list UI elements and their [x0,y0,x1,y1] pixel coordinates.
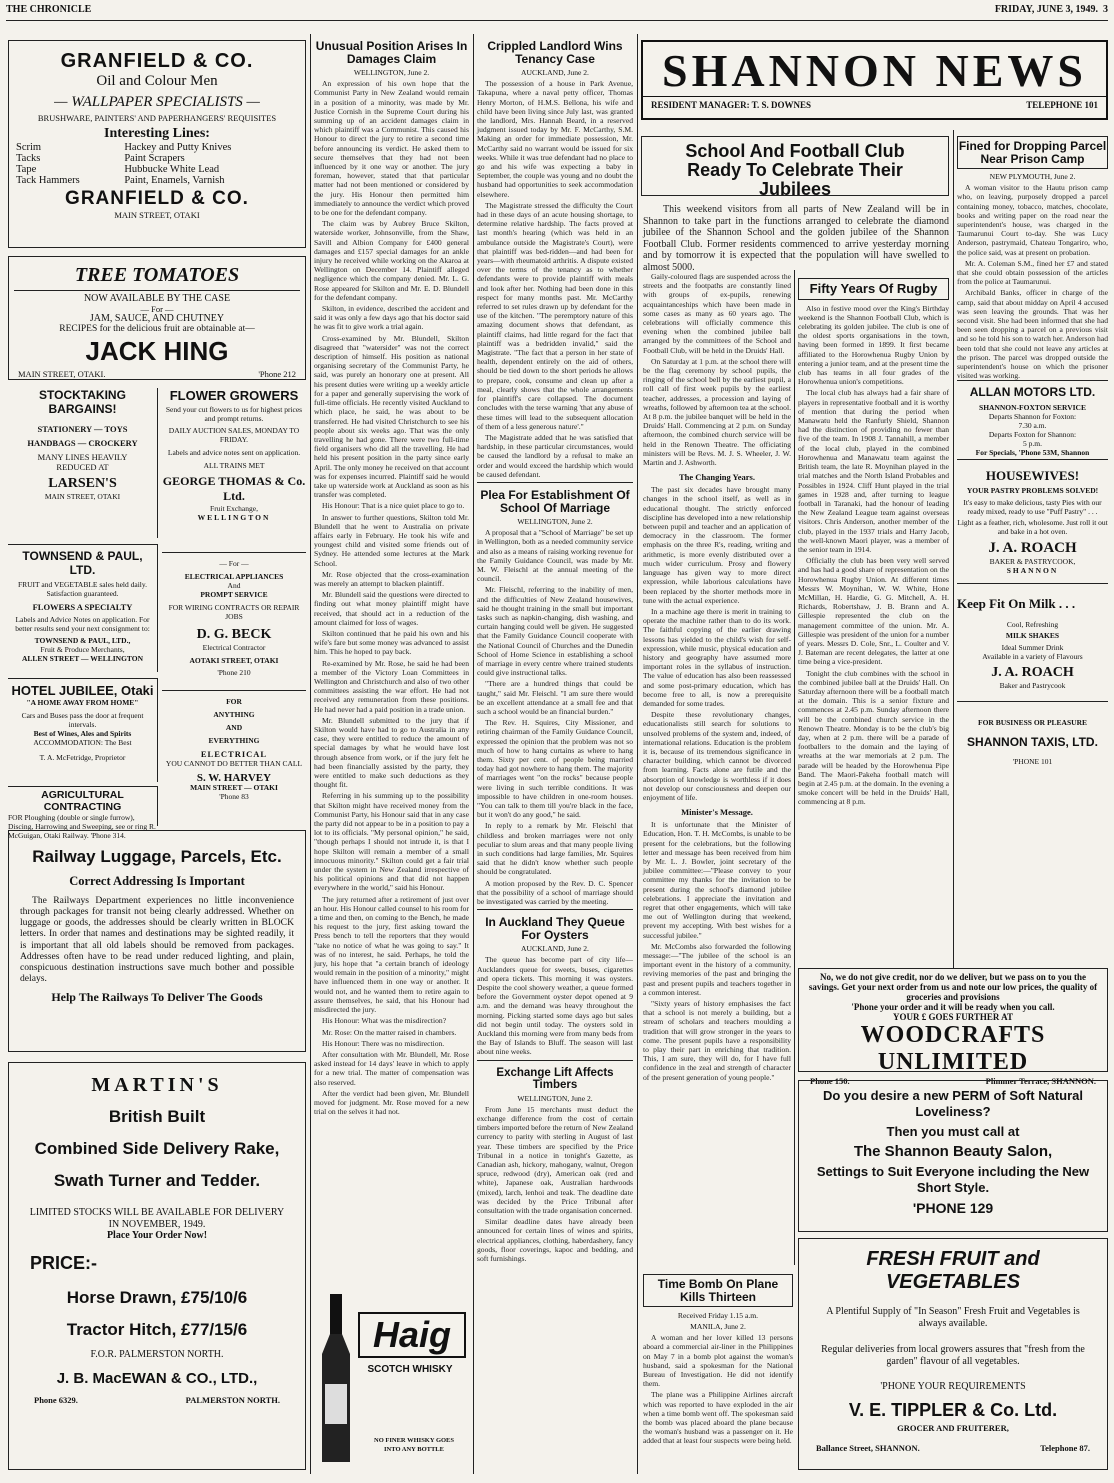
tippler-title: FRESH FRUIT and VEGETABLES [866,1248,1040,1293]
col2-title: Unusual Position Arises In Damages Claim [315,39,468,66]
tomatoes-name: JACK HING [85,336,229,366]
granfield-name: GRANFIELD & CO. [60,50,254,72]
harvey-l3: AND [225,723,243,732]
beck-phone: 'Phone 210 [217,668,251,677]
martins-fob: F.O.R. PALMERSTON NORTH. [90,1349,224,1360]
taxis-ad [957,708,1108,784]
roach-pastry-ad [957,466,1108,584]
townsend-title: TOWNSEND & PAUL, LTD. [22,549,143,577]
haig-ad [314,1264,469,1470]
jubilees-sub1: The Changing Years. [679,472,755,483]
col2-dateline: WELLINGTON, June 2. [353,68,430,78]
railway-text: The Railways Department experiences no little inconvenience through packages for transit not being clearly addressed. Whether on luggage or goods, the addresses should be clearly written in BLOCK letters. In order that names and destinations may be sighted readily, it is important that all old labels should be removed from packages. Addresses often have to be read under reduced lighting, and plain, conspicuous destination instructions save much bother and possible delays. [20,894,294,985]
larsens-l4: REDUCED AT [56,462,109,472]
beck-address: AOTAKI STREET, OTAKI [189,656,279,665]
roach1-l2: It's easy to make delicious, tasty Pies with our ready mixed, ready to use "Puff Pastry" . . . [963,498,1102,516]
agri-text: FOR Ploughing (double or single furrow), Discing, Harrowing and Sweeping, see or ring R. McGuigan, Otaki Railway. 'Phone 314. [8,813,156,840]
rugby-article [798,272,949,958]
beauty-l2: Then you must call at [886,1124,1020,1139]
woodcrafts-further: YOUR £ GOES FURTHER AT [892,1012,1014,1022]
tenancy-title: Crippled Landlord Wins Tenancy Case [487,39,623,66]
beck-for: — For — [219,559,249,568]
jubilees-sub2: Minister's Message. [681,807,753,818]
beck-sub: Electrical Contractor [202,643,266,652]
haig-slogan: NO FINER WHISKY GOES INTO ANY BOTTLE [374,1437,455,1453]
timber-title: Exchange Lift Affects Timbers [496,1066,614,1091]
taxis-name: SHANNON TAXIS, LTD. [967,735,1098,749]
beck-l4: FOR WIRING CONTRACTS OR REPAIR JOBS [168,603,300,621]
tenancy-dateline: AUCKLAND, June 2. [521,68,589,78]
masthead-phone: TELEPHONE 101 [1026,100,1098,110]
harvey-address: MAIN STREET — OTAKI [190,783,278,792]
prison-body: A woman visitor to the Hautu prison camp who, on leaving, purposely dropped a parcel containing money, tobacco, matches, chocolate, books and writing paper on the road near the superintendent's house, was charged in the Taumarunui Court to-day. She was Lucy Anderson, pastrymaid, Chateau Tongariro, who, the police said, was at present on probation. Mr. A. Coleman S.M., fined her £7 and stated that she could obtain possession of the articles from the police at Taumarunui. Archibald Banks, officer in charge of the camp, said that about midday on April 4 accused was seen leaving the grounds. That was her second visit. She had been informed that she had been seen dropping a parcel on a previous visit and so he told his son to watch her. Anderson had been told that she could not leave any articles at the prison. The parcel was dropped outside the superintendent's house on which the prisoner visited was working. [957,183,1108,381]
martins-horse: Horse Drawn, £75/10/6 [66,1288,248,1307]
beauty-name: The Shannon Beauty Salon, [853,1143,1053,1160]
haig-bottle-icon [318,1294,354,1464]
woodcrafts-text: No, we do not give credit, nor do we deliver, but we pass on to you the savings. Get your next order from us and note our low prices, the quality of groceries and provisions [808,972,1098,1002]
col2-article [314,39,469,1117]
right-sep-2 [953,130,954,968]
allan-l4: For Specials, 'Phone 53M, Shannon [975,448,1090,457]
jubilees-lead: This weekend visitors from all parts of New Zealand will be in Shannon to take part in the functions arranged to celebrate the diamond jubilee of the Shannon School and the golden jubilee of the Shannon Football Club. Former residents commenced to arrive yesterday morning and by tomorrow it is expected that the population will have swelled to almost 5000. [643,204,949,273]
roach1-sub: BAKER & PASTRYCOOK, [989,557,1076,566]
tomatoes-footer: MAIN STREET, OTAKI. 'Phone 212 [18,369,296,379]
harvey-l2: ANYTHING [213,710,255,719]
taxis-phone: 'PHONE 101 [1012,757,1053,766]
col-sep-1 [310,34,311,1474]
page-header [6,4,1108,18]
jubilee-owner: T. A. McFetridge, Proprietor [39,753,126,762]
allan-l2: Departs Shannon for Foxton: [988,412,1077,421]
tippler-l2: Regular deliveries from local growers assures that "fresh from the garden" flavour of all vegetables. [821,1344,1085,1367]
tomatoes-line4: RECIPES for the delicious fruit are obtainable at— [59,324,255,334]
larsens-l2: HANDBAGS — CROCKERY [27,438,138,448]
timebomb-received: Received Friday 1.15 a.m. [677,1311,759,1321]
martins-order: Place Your Order Now! [106,1230,208,1241]
timebomb-body: A woman and her lover killed 13 persons aboard a commercial air-liner in the Philippines on May 7 in a bomb plot against the woman's husband, said a spokesman for the National Bureau of Investigation. He did not identify them. The plane was a Philippine Airlines aircraft which was reported to have exploded in the air when a time bomb went off. The spokesman said the bomb was placed aboard the plane because the woman's husband was a passenger on it. He added that at least four suspects were being held. [643,1333,793,1446]
allan-l1: SHANNON-FOXTON SERVICE [979,403,1086,412]
header-rule [6,20,1108,21]
jubilees-title: School And Football Club Ready To Celebrate Their Jubilees [685,141,905,199]
col-sep-2 [473,34,474,1474]
flower-text: Send your cut flowers to us for highest prices and prompt returns. [165,405,303,423]
granfield-items [14,142,300,186]
harvey-l4: EVERYTHING [208,736,260,745]
jubilee-l2: Best of Wines, Ales and Spirits [33,729,132,738]
allan-t1: 7.30 a.m. [1018,421,1047,430]
townsend-ad [8,544,158,672]
beck-l1: ELECTRICAL APPLIANCES [184,572,284,581]
martins-price: PRICE:- [30,1253,97,1273]
rugby-body: Also in festive mood over the King's Birthday weekend is the Shannon Football Club, which is celebrating its golden jubilee. The club is one of the oldest sports organisations in the town, having been formed in 1899. It first became affiliated to the Horowhenua Rugby Union by entering a junior team, and at the present time the club has teams in all four grades of the Horowhenua union's competitions. The local club has always had a fair share of players in representative football and it is worthy of mention that during the period when Manawatu held the Ranfurly Shield, Shannon had the distinction of providing no fewer than five of the team. In 1908 J. Tannahill, a member of the local club, played in the combined Horowhenua and Manawatu team against the British team, the late R. Moynihan played in the trial matches and the North Island Probables and Possibles in 1924. Cliff Hunt played in the trial games in 1928 and, after turning to league football in Taranaki, had the honour of leading the New Zealand League team against overseas visitors. Chris Anderson, another member of the club, played in the 1937 trials and Harry Jacob, the well-known Maori player, was a member of the senior team in 1914. Officially the club has been very well served and has had a good share of representation on the Horowhenua Rugby Union. At different times Messrs W. Moynihan, W. W. White, Hone McMillan, H. Hardie, G. G. Mitchell, A. H. Richards, Robertshaw, J. B. Brann and A. Gillespie represented the club on the management committee of the union. Mr. A. Gillespie was president of the union for a number of years. Messrs D. Cole, Snr., L. Coulter and V. J. Bateman are recent delegates, the latter at one time being a vice-president. Tonight the club combines with the school in the combined jubilee ball at the Druids' Hall. On Saturday afternoon there will be a football match at the domain. This is a senior fixture and commences at 2.45 p.m. Sunday afternoon there will be the combined church service in the Renown Theatre. Monday is to be the club's big day, when at 2 p.m. there will be a parade of footballers to the domain and the laying of wreaths at the war memorials at 2 p.m. The parade will be headed by the Horowhenua Pipe Band. The Maori-Pakeha football match will begin at 2.45 p.m. at the domain. In the evening a smoke concert will be held in the Druids' Hall, commencing at 8 p.m. [798,303,949,807]
flower-sub2: WELLINGTON [197,513,271,522]
tippler-contact: Ballance Street, SHANNON. Telephone 87. [816,1443,1090,1453]
beck-name: D. G. BECK [196,627,272,642]
larsens-l3: MANY LINES HEAVILY [37,452,128,462]
tomatoes-title: TREE TOMATOES [74,264,240,286]
flower-trains: ALL TRAINS MET [203,461,265,470]
timber-body: From June 15 merchants must deduct the exchange difference from the cost of certain timbers imported before the return of New Zealand currency to parity with sterling in August of last year. These timbers are specified by the Price Tribunal in a notice in tonight's Gazette, as Canadian ash, hickory, mahogany, walnut, Oregon spruce, redwood (dry), American oak (red and white), Japanese oak, Australian hardwoods (mixed), larch, lenhoi and teak. The deadline date was decided by the Price Tribunal after consultation with the trade organisation concerned. Similar deadline dates have already been announced for certain lines of wines and spirits, electrical appliances, clothing, haberdashery, fancy goods, floor coverings, kapoc and bedding, and soft furnishings. [477,1104,633,1264]
table-row: Scrim Hackey and Putty Knives [16,142,232,153]
larsens-l1: STATIONERY — TOYS [37,424,128,434]
railway-sub: Correct Addressing Is Important [69,873,245,888]
marriage-article [477,489,633,906]
tippler-l1: A Plentiful Supply of "In Season" Fresh Fruit and Vegetables is always available. [826,1306,1080,1329]
harvey-l5: ELECTRICAL [200,749,268,759]
jubilee-l3: ACCOMMODATION: The Best [33,738,132,747]
oysters-dateline: AUCKLAND, June 2. [521,944,589,954]
haig-sub: SCOTCH WHISKY [367,1364,453,1375]
flower-ad [162,388,306,548]
rugby-title: Fifty Years Of Rugby [798,278,949,300]
roach2-l3: Ideal Summer Drink [1001,643,1064,652]
page-date: FRIDAY, JUNE 3, 1949. 3 [994,4,1108,15]
martins-l1: British Built [108,1107,206,1126]
roach2-l1: Cool, Refreshing [1006,620,1059,629]
larsens-name: LARSEN'S [48,476,117,491]
col-sep-3 [637,34,638,1474]
tippler-ad [798,1238,1108,1470]
col2-body: An expression of his own hope that the Communist Party in New Zealand would remain in a position of a minority, was made by Mr. Justice Cornish in the Supreme Court during his summing up of an accident damages claim in which plaintiff was a Communist. This caused his Honour to direct the jury to retire a second time before announcing its verdict. He asked them to secure themselves that they had not been influenced by it one way or another. The jury foreman, however, stated that that particular matter had not been mentioned or considered by the jury. His Honour then permitted him immediately to announce the verdict which proved to be one for the defendant company. The claim was by Aubrey Bruce Skilton, waterside worker, Johnsonville, from the Shaw, Savill and Albion Company for £400 general damages and £157 special damages for an ankle injury he received while working on the Akaroa at Wellington on December 14. Plaintiff alleged negligence which the company denied. Mr. L. G. Rose appeared for Skilton and Mr. E. D. Blundell for the defendant company. Skilton, in evidence, described the accident and said it was only a few days ago that his doctor said he was fit to give work a trial again. Cross-examined by Mr. Blundell, Skilton disagreed that "watersider" was not the correct description of himself. His position as national organising secretary of the Communist Party, he said, was purely an honorary one at present. All his present duties were writing up a weekly article for a paper and generally supervising the work of full-time officials. He recently visited Auckland to which place, he said, he was about to be transferred. He had visited Christchurch to see his people about six weeks ago. That was the only travelling he had gone. There were two full-time field organisers who did all the travelling. He had held his present position in the party since early April. The only money he received on that account was for expenses incurred. Plaintiff said he would take up waterside work at Auckland as soon as his transfer was completed. His Honour: That is a nice quiet place to go to. In answer to further questions, Skilton told Mr. Blundell that he went to Australia on private affairs early in February. He took his wife and youngest child and visited some friends out of Sydney. He attended some lectures at the Mark School. Mr. Rose objected that the cross-examination was merely an attempt to blacken plaintiff. Mr. Blundell said the questions were directed to finding out what money plaintiff might have received, that should act in a reduction of the amount claimed for loss of wages. Skilton continued that he paid his own and his wife's fare but some money was advanced to assist him. This he hoped to pay back. Re-examined by Mr. Rose, he said he had been a member of the Victory Loan Committees in Wellington and Christchurch and also of two other committees assisting the war effort. He had not received any remuneration from these positions. He had never had a paid position in a trade union. Mr. Blundell submitted to the jury that if Skilton would have had to go to Australia in any case, they were entitled to reduce the amount of special damages by what he would have lost through absence from work, or if the jury felt he had been financially assisted by the party, they were entitled to make such deductions as they thought fit. Referring in his summing up to the possibility that Skilton might have received money from the Communist Party, his Honour said that in any case the party did not appear to be in a position to pay a lot to its officials. "My personal opinion," he said, "though perhaps I should not intrude it, is that I hope Skilton will remain a member of a small innocuous minority." Skilton could get a fair trial under the system in New Zealand irrespective of his political opinions and that did not happen everywhere in the world," said his Honour. The jury returned after a retirement of just over an hour. His Honour called counsel to his room for a time and then, on coming to the Bench, he made his request to the jury, first asking toward the Press bench to tell the reporters that they would "take no notice of what he was going to say." It was of no interest, he said. Perhaps, he told the jury, his hope that "a certain branch of ideology would remain in the position of a minority," might have influenced them in one way or another. It would not, and he wanted them to retire again to assure themselves, he said, that his Honour had misdirected the jury. His Honour: What was the misdirection? Mr. Rose: On the matter raised in chambers. His Honour: There was no misdirection. After consultation with Mr. Blundell, Mr. Rose asked instead for 14 days' leave in which to apply for a new trial. The matter of compensation was also reserved. After the verdict had been given, Mr. Blundell moved for judgment. Mr. Rose moved for a new trial on the selves it had not. [314,79,469,1117]
masthead-bar [643,96,1106,114]
townsend-address: ALLEN STREET — WELLINGTON [21,654,144,663]
beck-ad [162,552,306,684]
roach1-title: HOUSEWIVES! [985,468,1080,483]
townsend-name: TOWNSEND & PAUL, LTD., [34,636,131,645]
martins-l3: Swath Turner and Tedder. [53,1171,261,1190]
harvey-phone: 'Phone 83 [219,792,249,801]
martins-contact: Phone 6329. PALMERSTON NORTH. [34,1395,280,1405]
agri-ad [8,786,158,840]
harvey-l6: YOU CANNOT DO BETTER THAN CALL [165,759,303,768]
jubilee-title: HOTEL JUBILEE, Otaki [11,683,154,698]
tippler-l3: 'PHONE YOUR REQUIREMENTS [880,1381,1026,1392]
larsens-ad [8,388,158,538]
masthead [641,40,1108,120]
tomatoes-line3: JAM, SAUCE, AND CHUTNEY [89,313,225,324]
railway-ad [8,830,306,1052]
roach1-name: J. A. ROACH [988,540,1077,556]
col3 [477,40,633,1472]
jubilee-ad [8,678,158,782]
marriage-title: Plea For Establishment Of School Of Marriage [480,487,630,515]
jubilee-motto: "A HOME AWAY FROM HOME" [26,698,139,707]
prison-title: Fined for Dropping Parcel Near Prison Camp [957,136,1108,169]
larsens-title: STOCKTAKING BARGAINS! [39,388,126,416]
granfield-specialists: — WALLPAPER SPECIALISTS — [54,94,260,110]
townsend-labels: Labels and Advice Notes on application. For better results send your next consignment to: [15,615,150,633]
allan-t2: 5 p.m. [1023,439,1042,448]
jubilees-article: Gaily-coloured flags are suspended across the streets and the footpaths are constantly lined with groups of ex-pupils, renewing acquaintanceships which have been made in some cases as many as 60 years ago. The celebrations will officially commence this evening when the combined jubilee ball arranged by the committees of the School and Football Club, will be held in the Druids' Hall. On Saturday at 1 p.m. at the school there will be the flag ceremony by school pupils, the ringing of the school bell by the earliest pupil, a roll call of first week pupils by the earliest teacher, addresses, a procession and laying of wreaths, followed by afternoon tea at the school. At 8 p.m. the jubilee banquet will be held in the Druids' Hall. Commencing at 2 p.m. on Sunday afternoon, the combined church service will be held in the Renown Theatre. The officiating ministers will be Revs. M. J. S. Wheeler, J. W. Martin and J. Ashworth. The Changing Years. The past six decades have brought many changes in the school itself, as well as in educational thought. The strictly enforced discipline has developed into a new relationship between pupil and teacher and an application of democracy in the classroom. The former emphasis on the three R's, reading, writing and arithmetic, is more evenly distributed over a much wider curriculum. Prosy and flowery language has given way to more direct expression, while laborious calculations have been replaced by the shorter methods more in tune with the actual experience. In a machine age there is merit in training to operate the machine rather than to do its work. The faithful copying of the earlier drawing lessons has yielded to the child's wish for self-expression, while music, physical education and history and geography have assumed more important roles in the syllabus of instruction. The value of education has also been reassessed and some post-primary education, which has become free to all, is now a prerequisite demanded for some trades. Despite these revolutionary changes, educationalists still search for solutions to unsolved problems of the system and, indeed, of international relations. Education is the problem it is, because of its tremendous significance in character building, which cannot be divorced from learning. Facts alone are futile and the absorption of knowledge is worthless if it does not develop our consciousness and deepen our enjoyment of life. Minister's Message. It is unfortunate that the Minister of Education, Hon. T. H. McCombs, is unable to be present for the celebrations, but the following letter and message has been received from him by Mr. L. J. Bowler, joint secretary of the jubilee committee:—"Please convey to your committee my thanks for the invitation to be present during the school's diamond jubilee celebrations. I appreciate the invitation and regret that other engagements, which will take me out of Wellington during that weekend, prevent my accepting. With best wishes for a successful jubilee." Mr. McCombs also forwarded the following message:—"The jubilee of the school is an important event in the history of a community, reviving memories of the past and bringing the past and present pupils and teachers together in a common interest. "Sixty years of history emphasises the fact that a school is not merely a building, but a stream of scholars and teachers moulding a tradition that will grow stronger in the years to come. The present pupils have a responsibility to play their part in enriching that tradition. This, I am sure, they will do, for I have full confidence in the zeal and strength of character of the present generation of young people." [643,272,791,1082]
timebomb-dateline: MANILA, June 2. [690,1322,746,1332]
townsend-flowers: FLOWERS A SPECIALTY [32,602,133,612]
flower-title: FLOWER GROWERS [169,388,299,403]
jubilee-headline-box [641,136,949,199]
tippler-name: V. E. TIPPLER & Co. Ltd. [848,1400,1058,1420]
prison-article [957,136,1108,381]
beck-l2: And [227,581,241,590]
flower-name: GEORGE THOMAS & Co. Ltd. [162,474,306,503]
granfield-address: MAIN STREET, OTAKI [114,210,200,220]
masthead-manager: RESIDENT MANAGER: T. S. DOWNES [651,100,812,110]
roach2-l4: Available in a variety of Flavours [982,652,1083,661]
woodcrafts-name: WOODCRAFTS UNLIMITED [860,1022,1046,1075]
marriage-body: A proposal that a "School of Marriage" be set up in Wellington, both as a needed community service and also as a means of raising working revenue for the Family Guidance Council, was made by Mr. M. W. Fleischl at the annual meeting of the council. Mr. Fleischl, referring to the inability of men, and the difficulties of New Zealand housewives, said he thought training in the small but important tasks such as napkin-changing, dish washing, and curtain hanging could well be given. He suggested that the Family Guidance Council cooperate with the National Council of Churches and the Dunedin School of Home Science in establishing a school of marriage in every centre where trained students could give instructional talks. "There are a hundred things that could be taught," said Mr. Fleischl. "I am sure there would be an excellent attendance at a small fee and that such a school would be an financial burden." The Rev. H. Squires, City Missioner, and retiring chairman of the Family Guidance Council, expressed the opinion that the problem was not so much of how to hang curtains as where to hang them. Sixty per cent. of people being married today had got nowhere to hang them. The majority of marriages went "on the rocks" because people were living in such terrible conditions. It was impossible to have children in one-room houses. "You can talk to them till you're black in the face, but it won't do any good," he said. In reply to a remark by Mr. Fleischl that childless and broken marriages were not only peculiar to slum areas and that many people living in such conditions had large families, Mr. Squires said that he didn't know whether such people should be congratulated. A motion proposed by the Rev. D. C. Spencer that the possibility of a school of marriage should be investigated was carried by the meeting. [477,528,633,907]
flower-sub1: Fruit Exchange, [210,504,258,513]
railway-title: Railway Luggage, Parcels, Etc. [32,847,282,866]
tomatoes-line2: — For — [140,304,174,314]
granfield-supplies: BRUSHWARE, PAINTERS' AND PAPERHANGERS' REQUISITES [37,113,277,123]
granfield-lines-title: Interesting Lines: [104,126,210,141]
roach1-l1: YOUR PASTRY PROBLEMS SOLVED! [966,486,1099,495]
tenancy-body: The possession of a house in Park Avenue, Takapuna, where a naval petty officer, Thomas Henry Morton, of H.M.S. Bellona, his wife and child have been living since July last, was granted the landlord, Mrs. Hannah Beard, in a reserved judgment issued today by Mr. F. McCarthy, S.M. Making an order for immediate possession, Mr. McCarthy said no warrant would be issued for six weeks. While it was true defendant had no place to go and his wife was expecting a baby in September, the couple was young and no doubt the husband had opportunities to seek accommodation elsewhere. The Magistrate stressed the difficulty the Court had in these days of an acute housing shortage, to determine relative hardship. The facts proved at last month's hearing (which was held in an ambulance outside the Magistrate's Court), were that plaintiff was bed-ridden—and had been for years—with rheumatoid arthritis. A dispute existed over the terms of the tenancy as to whether defendants were to provide plaintiff with meals and look after her. Nothing had been done in this respect for many months past. Mr. McCarthy referred to set rules drawn up by defendant for the use of the kitchen. "The peremptory nature of this amazing document shows that defendant, as plaintiff claims, had little regard for the fact that plaintiff was a bedridden invalid," said the Magistrate. "The fact that a person in her state of health, dependent entirely on the aid of others, should be tied down to the short periods he allows to prepare, cook, consume and clean up after a meal, clearly shows that the whole arrangements for plaintiff's care collapsed. The document concludes with the terse warning 'that any abuse of these times will lead to the subsequent allocation of them of a less generous nature'." The Magistrate added that he was satisfied that hardship, in these particular circumstances, would be caused the landlord by a refusal to make an order and would exceed the hardship which would be caused defendant. [477,79,633,479]
allan-ad [957,380,1108,460]
granfield-name-2: GRANFIELD & CO. [65,188,249,209]
harvey-ad [162,690,306,810]
jubilee-l1: Cars and Buses pass the door at frequent intervals. [21,711,144,729]
tippler-sub: GROCER AND FRUITERER, [897,1423,1009,1433]
taxis-l1: FOR BUSINESS OR PLEASURE [978,718,1087,727]
martins-ad [8,1062,306,1470]
roach1-town: SHANNON [1006,566,1059,575]
beauty-l3: Settings to Suit Everyone including the New Short Style. [816,1164,1090,1195]
marriage-dateline: WELLINGTON, June 2. [517,517,593,527]
tomatoes-ad [8,256,306,380]
oysters-body: The queue has become part of city life—Aucklanders queue for sweets, buses, cigarettes and opera tickets. This morning it was oysters. Despite the cool showery weather, a queue formed before the Government oyster depot opened at 9 a.m. and the demand was heavy throughout the morning. Picking started some days ago but sales did not begin until today. The oysters sold in Auckland this morning were from many beds from the Bay of Islands to Bluff. The season will last about nine weeks. [477,955,633,1057]
timebomb-title: Time Bomb On Plane Kills Thirteen [643,1274,793,1307]
jubilees-body: Gaily-coloured flags are suspended across the streets and the footpaths are constantly lined with groups of ex-pupils, renewing acquaintanceships which have been made in some cases as many as 60 years ago. The celebrations will officially commence this evening when the combined jubilee ball arranged by the committees of the School and Football Club, will be held in the Druids' Hall. On Saturday at 1 p.m. at the school there will be the flag ceremony by school pupils, the ringing of the school bell by the earliest pupil, a roll call of first week pupils by the earliest teacher, addresses, a procession and laying of wreaths, followed by afternoon tea at the school. At 8 p.m. the jubilee banquet will be held in the Druids' Hall. Commencing at 2 p.m. on Sunday afternoon, the combined church service will be held in the Renown Theatre. The officiating ministers will be Revs. M. J. S. Wheeler, J. W. Martin and J. Ashworth. [643,272,791,468]
beck-l3: PROMPT SERVICE [200,590,268,599]
granfield-ad [8,40,306,248]
oysters-title: In Auckland They Queue For Oysters [485,915,625,942]
prison-dateline: NEW PLYMOUTH, June 2. [989,172,1076,182]
larsens-address: MAIN STREET, OTAKI [44,492,121,501]
tomatoes-line1: NOW AVAILABLE BY THE CASE [83,293,231,304]
flower-auction: DAILY AUCTION SALES, MONDAY TO FRIDAY. [168,426,300,444]
woodcrafts-ad [798,968,1108,1086]
agri-title: AGRICULTURAL CONTRACTING [41,789,124,813]
haig-brand: Haig [358,1312,466,1358]
tenancy-article [477,40,633,479]
timebomb-article [643,1274,793,1472]
martins-dealer: J. B. MacEWAN & CO., LTD., [56,1370,258,1387]
paper-name: THE CHRONICLE [6,4,92,15]
martins-stock: LIMITED STOCKS WILL BE AVAILABLE FOR DELIVERY IN NOVEMBER, 1949. [29,1207,285,1230]
beauty-ad [798,1080,1108,1232]
townsend-text: FRUIT and VEGETABLE sales held daily. Satisfaction guaranteed. [17,580,148,598]
beauty-l1: Do you desire a new PERM of Soft Natural Loveliness? [822,1088,1084,1119]
harvey-name: S. W. HARVEY [196,772,272,784]
woodcrafts-contact: Phone 150. Plimmer Terrace, SHANNON. [810,1076,1096,1086]
beauty-phone: 'PHONE 129 [912,1200,994,1216]
martins-tractor: Tractor Hitch, £77/15/6 [66,1320,248,1339]
right-sep-1 [794,270,795,1265]
table-row: Tape Hubbucke White Lead [16,164,220,175]
table-row: Tacks Paint Scrapers [16,153,185,164]
granfield-sub: Oil and Colour Men [96,73,218,89]
table-row: Tack Hammers Paint, Enamels, Varnish [16,175,225,186]
roach-milk-ad [957,590,1108,702]
harvey-l1: FOR [226,697,242,706]
allan-l3: Departs Foxton for Shannon: [988,430,1077,439]
flower-labels: Labels and advice notes sent on application. [167,448,301,457]
roach2-title: Keep Fit On Milk . . . [957,596,1076,611]
timber-article [477,1067,633,1264]
townsend-sub: Fruit & Produce Merchants, [40,645,125,654]
roach2-sub: Baker and Pastrycook [999,681,1066,690]
martins-l2: Combined Side Delivery Rake, [34,1139,280,1158]
masthead-title: SHANNON NEWS [661,45,1087,96]
roach2-l2: MILK SHAKES [1005,631,1060,640]
martins-name: MARTIN'S [91,1074,223,1096]
roach2-name: J. A. ROACH [991,665,1074,680]
roach1-l3: Light as a feather, rich, wholesome. Just roll it out and bake in a hot oven. [957,518,1108,536]
timber-dateline: WELLINGTON, June 2. [517,1093,593,1103]
oysters-article [477,916,633,1056]
allan-name: ALLAN MOTORS LTD. [969,385,1096,399]
woodcrafts-phone: 'Phone your order and it will be ready when you call. [851,1002,1055,1012]
railway-footer: Help The Railways To Deliver The Goods [51,990,263,1005]
